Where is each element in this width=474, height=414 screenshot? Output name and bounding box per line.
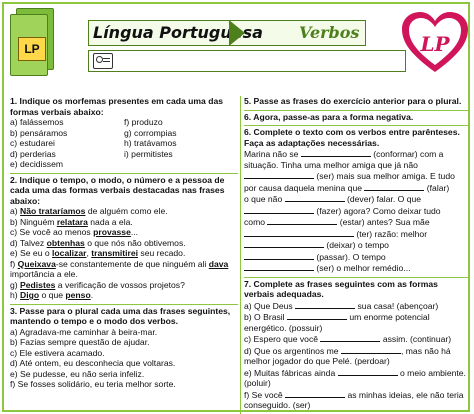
q3-item: f) Se fosses solidário, eu teria melhor sorte. (10, 379, 176, 389)
q1-item: g) corrompias (124, 127, 177, 138)
text-line: por causa daquela menina que (falar) (244, 182, 450, 193)
q5-title: 5. Passe as frases do exercício anterior para o plural. (244, 96, 462, 106)
question-1 (10, 96, 238, 170)
q1-title: 1. Indique os morfemas presentes em cada uma das formas verbais abaixo: (10, 96, 224, 117)
answer-blank[interactable] (244, 239, 324, 248)
q7-item: f) Se você as minhas ideias, ele não teria conseguido. (ser) (244, 389, 464, 410)
q7-item: c) Espero que você assim. (continuar) (244, 334, 452, 344)
book-icon (8, 8, 54, 76)
text-line: Marina não se (conformar) com a (244, 149, 444, 159)
q2-item-f: f) Queixava-se constantemente de que ninguém ali dava importância a ele. (10, 258, 229, 279)
q1-item: h) tratávamos (124, 138, 177, 148)
q1-item: b) pensáramos (10, 127, 68, 138)
column-divider (240, 96, 241, 414)
question-complete-text (244, 125, 468, 274)
q1-item: a) falássemos (10, 117, 64, 127)
answer-blank[interactable] (244, 228, 354, 237)
answer-blank[interactable] (285, 389, 345, 398)
topic-title: Verbos (299, 23, 360, 42)
text-line: (ter) razão: melhor (244, 228, 468, 240)
q1-item: i) permitistes (124, 148, 173, 159)
q3-item: e) Se pudesse, eu não seria infeliz. (10, 368, 145, 379)
q3-item: d) Até ontem, eu desconhecia que voltaras. (10, 358, 176, 368)
q3-item: c) Ele estivera acamado. (10, 347, 105, 358)
text-line: (fazer) agora? Como deixar tudo (244, 205, 468, 217)
title-bar (88, 20, 366, 46)
worksheet (2, 2, 470, 412)
text-line: como (estar) antes? Sua mãe (244, 217, 430, 227)
q7-item: d) Que os argentinos me , mas não há melhor jogador do que Pelé. (perdoar) (244, 345, 451, 366)
text-line: (deixar) o tempo (244, 239, 468, 251)
q1-item: c) estudarei (10, 138, 55, 148)
answer-blank[interactable] (244, 205, 314, 214)
question-3 (10, 304, 238, 390)
question-6 (244, 110, 468, 123)
answer-blank[interactable] (244, 251, 314, 260)
answer-blank[interactable] (287, 311, 347, 320)
text-line: (ser) o melhor remédio... (244, 262, 468, 274)
q7-item: a) Que Deus sua casa! (abençoar) (244, 300, 439, 311)
answer-blank[interactable] (320, 333, 380, 342)
q2-item-h: h) Digo o que penso. (10, 290, 94, 300)
logo-text: LP (420, 32, 450, 56)
q7-item: b) O Brasil um enorme potencial energético. (possuir) (244, 312, 430, 333)
answer-blank[interactable] (301, 148, 371, 157)
q6-title: 6. Agora, passe-as para a forma negativa. (244, 111, 414, 122)
q3-item: b) Fazias sempre questão de ajudar. (10, 337, 150, 347)
q2-title: 2. Indique o tempo, o modo, o número e a pessoa de cada uma das formas verbais destacadas nas frases abaixo: (10, 174, 225, 206)
q1-item: d) perderias (10, 148, 56, 159)
answer-blank[interactable] (285, 193, 345, 202)
text-question-title: 6. Complete o texto com os verbos entre parênteses. Faça as adaptações necessárias. (244, 127, 460, 148)
q7-item: e) Muitas fábricas ainda o meio ambiente. (poluir) (244, 367, 466, 388)
q1-items (10, 117, 238, 170)
id-card-icon (93, 53, 113, 69)
q2-item-d: d) Talvez obtenhas o que nós não obtivemos. (10, 237, 186, 248)
arrow-icon (229, 20, 245, 46)
answer-blank[interactable] (364, 182, 424, 191)
student-name-field[interactable] (88, 50, 406, 72)
q3-item: a) Agradava-me caminhar à beira-mar. (10, 326, 158, 337)
q2-item-g: g) Pedistes a verificação de vossos projetos? (10, 279, 185, 290)
q2-item-a: a) Não trataríamos de alguém como ele. (10, 206, 168, 216)
text-line: situação. Tinha uma melhor amiga que já não (244, 159, 418, 170)
answer-blank[interactable] (244, 262, 314, 271)
q3-title: 3. Passe para o plural cada uma das frases seguintes, mantendo o tempo e o modo dos verbos. (10, 305, 231, 326)
book-label: LP (18, 37, 46, 61)
right-column (244, 96, 468, 414)
text-line: (ser) mais sua melhor amiga. E tudo (244, 170, 468, 182)
left-column (10, 96, 238, 393)
text-line: (passar). O tempo (244, 251, 468, 263)
question-7 (244, 277, 468, 411)
lp-heart-logo (400, 10, 470, 76)
answer-blank[interactable] (295, 300, 355, 309)
q2-item-b: b) Ninguém relatara nada a ela. (10, 216, 133, 227)
q2-item-e: e) Se eu o localizar, transmitirei seu recado. (10, 248, 186, 258)
q1-item (124, 159, 238, 170)
answer-blank[interactable] (267, 216, 337, 225)
q1-item: e) decidissem (10, 159, 64, 169)
question-2 (10, 173, 238, 301)
answer-blank[interactable] (338, 367, 398, 376)
q2-item-c: c) Se você ao menos provasse... (10, 227, 139, 237)
answer-blank[interactable] (244, 170, 314, 179)
q1-item: f) produzo (124, 117, 163, 127)
question-5 (244, 96, 468, 107)
text-line: o que não (dever) falar. O que (244, 194, 422, 204)
answer-blank[interactable] (341, 345, 401, 354)
q7-title: 7. Complete as frases seguintes com as formas verbais adequadas. (244, 278, 438, 299)
subject-title: Língua Portuguesa (93, 23, 263, 42)
